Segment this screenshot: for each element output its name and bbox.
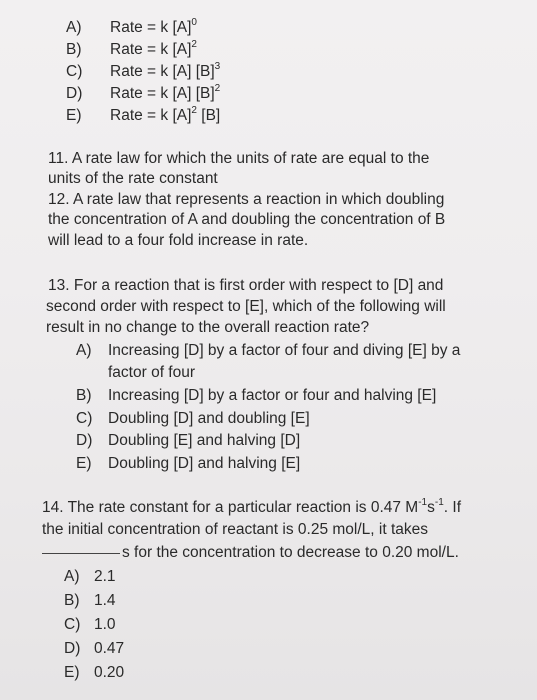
question-13-option-a: A) Increasing [D] by a factor of four and diving [E] by a xyxy=(76,342,461,359)
question-13-line-2: second order with respect to [E], which of the following will xyxy=(46,298,446,315)
question-14-option-d: D) 0.47 xyxy=(64,640,125,657)
question-13-option-b: B) Increasing [D] by a factor or four and halving [E] xyxy=(76,387,437,404)
question-13-line-3: result in no change to the overall reaction rate? xyxy=(46,319,370,336)
question-14-line-1: 14. The rate constant for a particular reaction is 0.47 $M^{-1}s^{-1}$. If xyxy=(42,496,462,516)
question-12-line-3: will lead to a four fold increase in rate. xyxy=(48,232,309,249)
answer-blank xyxy=(42,553,120,554)
question-13-option-e: E) Doubling [D] and halving [E] xyxy=(76,455,301,472)
question-11-line-2: units of the rate constant xyxy=(48,170,218,187)
rate-option-b: B) Rate = k $[A]^2$ xyxy=(66,38,197,58)
rate-option-d: D) Rate = k [A] $[B]^2$ xyxy=(66,82,221,102)
question-14-option-c: C) 1.0 xyxy=(64,616,116,633)
question-14-line-2: the initial concentration of reactant is 0.25 mol/L, it takes xyxy=(42,521,428,538)
question-14-option-a: A) 2.1 xyxy=(64,568,116,585)
rate-option-c: C) Rate = k [A] $[B]^3$ xyxy=(66,60,221,80)
question-13-line-1: 13. For a reaction that is first order with respect to [D] and xyxy=(48,277,444,294)
rate-option-a: A) Rate = k $[A]^0$ xyxy=(66,16,197,36)
question-14-option-e: E) 0.20 xyxy=(64,664,125,681)
question-13-option-c: C) Doubling [D] and doubling [E] xyxy=(76,410,310,427)
question-12-line-2: the concentration of A and doubling the concentration of B xyxy=(48,211,446,228)
question-13-option-d: D) Doubling [E] and halving [D] xyxy=(76,432,301,449)
question-12-line-1: 12. A rate law that represents a reaction in which doubling xyxy=(48,191,445,208)
question-14-line-3: s for the concentration to decrease to 0.20 mol/L. xyxy=(42,543,459,563)
rate-option-e: E) Rate = k $[A]^2$ [B] xyxy=(66,104,221,124)
question-14-option-b: B) 1.4 xyxy=(64,592,116,609)
question-13-option-a-cont: factor of four xyxy=(108,364,196,381)
question-11-line-1: 11. A rate law for which the units of rate are equal to the xyxy=(48,150,430,167)
